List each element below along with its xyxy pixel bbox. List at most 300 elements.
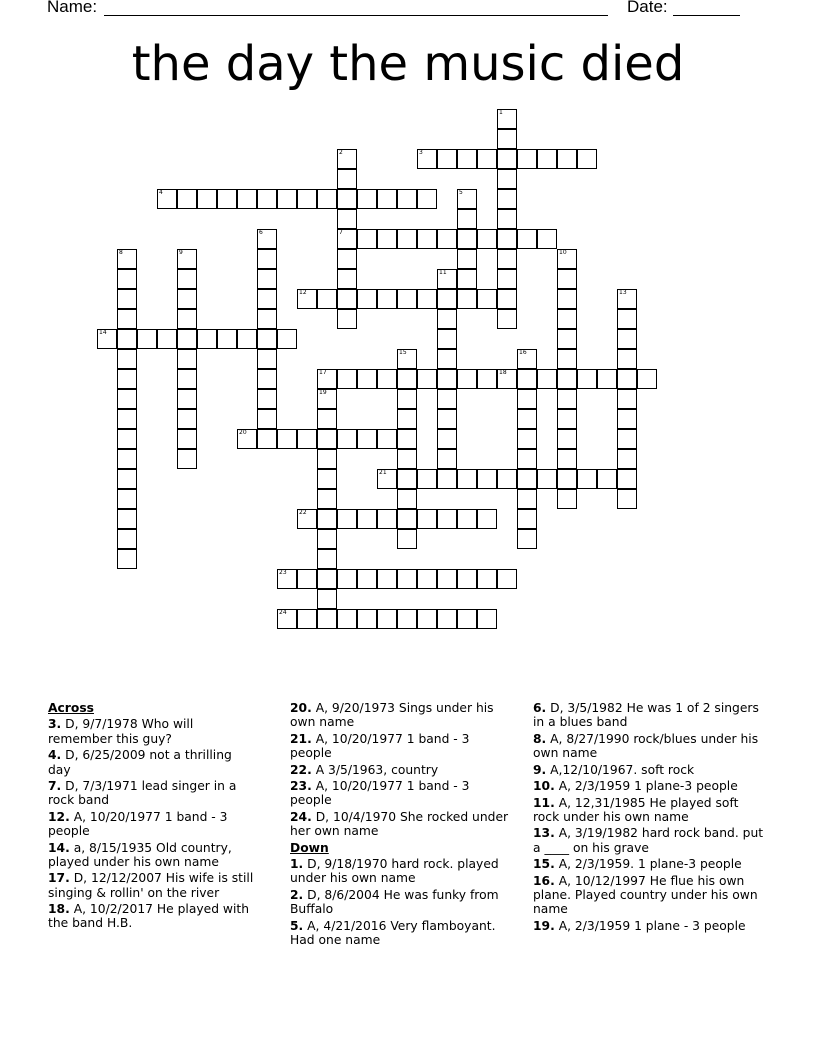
grid-cell[interactable]	[497, 169, 517, 189]
grid-cell[interactable]	[437, 509, 457, 529]
clue-item	[533, 874, 765, 917]
grid-cell[interactable]	[437, 349, 457, 369]
name-label: Name:	[47, 0, 98, 16]
grid-cell[interactable]	[397, 489, 417, 509]
grid-cell[interactable]	[117, 469, 137, 489]
clue-number: 22	[299, 509, 307, 516]
grid-cell[interactable]	[637, 369, 657, 389]
grid-cell[interactable]	[177, 189, 197, 209]
grid-cell[interactable]	[337, 269, 357, 289]
grid-cell[interactable]	[377, 569, 397, 589]
grid-cell[interactable]	[277, 329, 297, 349]
grid-cell[interactable]	[177, 349, 197, 369]
clue-item	[48, 748, 256, 777]
grid-cell[interactable]	[497, 129, 517, 149]
clue-item	[48, 871, 256, 900]
grid-cell[interactable]	[597, 469, 617, 489]
grid-cell[interactable]	[377, 369, 397, 389]
clue-item-number: 4.	[48, 748, 62, 763]
grid-cell[interactable]	[117, 509, 137, 529]
grid-cell[interactable]	[517, 469, 537, 489]
grid-cell[interactable]	[117, 449, 137, 469]
grid-cell[interactable]	[117, 549, 137, 569]
grid-cell[interactable]	[257, 309, 277, 329]
grid-cell[interactable]	[577, 149, 597, 169]
page-title: the day the music died	[131, 36, 685, 92]
clue-item-text: A, 4/21/2016 Very flamboyant. Had one name	[290, 918, 496, 947]
grid-cell[interactable]	[397, 289, 417, 309]
grid-cell[interactable]	[397, 449, 417, 469]
grid-cell[interactable]	[317, 429, 337, 449]
grid-cell[interactable]	[357, 609, 377, 629]
clue-number: 24	[279, 609, 287, 616]
clue-item-number: 1.	[290, 857, 304, 872]
grid-cell[interactable]	[117, 389, 137, 409]
clue-item-text: A, 12,31/1985 He played soft rock under his own name	[533, 795, 739, 824]
down-heading: Down	[290, 840, 329, 855]
grid-cell[interactable]	[617, 429, 637, 449]
grid-cell[interactable]	[517, 489, 537, 509]
grid-cell[interactable]	[557, 389, 577, 409]
grid-cell[interactable]	[437, 389, 457, 409]
grid-cell[interactable]	[497, 109, 517, 129]
clue-item-text: A, 10/2/2017 He played with the band H.B.	[48, 902, 250, 931]
grid-cell[interactable]	[557, 429, 577, 449]
grid-cell[interactable]	[337, 289, 357, 309]
grid-cell[interactable]	[317, 449, 337, 469]
grid-cell[interactable]	[277, 569, 297, 589]
across-heading: Across	[48, 701, 94, 715]
grid-cell[interactable]	[417, 469, 437, 489]
grid-cell[interactable]	[517, 369, 537, 389]
grid-cell[interactable]	[437, 449, 457, 469]
grid-cell[interactable]	[297, 609, 317, 629]
grid-cell[interactable]	[177, 329, 197, 349]
grid-cell[interactable]	[117, 329, 137, 349]
grid-cell[interactable]	[117, 269, 137, 289]
clue-item-number: 16.	[533, 873, 555, 888]
clue-item-number: 23.	[290, 779, 312, 794]
grid-cell[interactable]	[337, 169, 357, 189]
grid-cell[interactable]	[357, 229, 377, 249]
grid-cell[interactable]	[337, 249, 357, 269]
grid-cell[interactable]	[437, 409, 457, 429]
down-clue-list	[290, 857, 515, 947]
grid-cell[interactable]	[377, 229, 397, 249]
clue-number: 2	[339, 149, 343, 156]
clue-number: 3	[419, 149, 423, 156]
clue-number: 5	[459, 189, 463, 196]
grid-cell[interactable]	[397, 469, 417, 489]
grid-cell[interactable]	[477, 609, 497, 629]
clue-item-text: A 3/5/1963, country	[311, 762, 439, 777]
grid-cell[interactable]	[397, 189, 417, 209]
grid-cell[interactable]	[437, 329, 457, 349]
grid-cell[interactable]	[457, 189, 477, 209]
grid-cell[interactable]	[537, 229, 557, 249]
grid-cell[interactable]	[397, 509, 417, 529]
clue-item-text: D, 3/5/1982 He was 1 of 2 singers in a blues band	[533, 701, 759, 730]
grid-cell[interactable]	[557, 289, 577, 309]
grid-cell[interactable]	[357, 189, 377, 209]
grid-cell[interactable]	[257, 429, 277, 449]
grid-cell[interactable]	[397, 229, 417, 249]
clue-item-number: 6.	[533, 701, 547, 715]
clue-number: 23	[279, 569, 287, 576]
clue-number: 13	[619, 289, 627, 296]
grid-cell[interactable]	[617, 449, 637, 469]
grid-cell[interactable]	[257, 289, 277, 309]
grid-cell[interactable]	[457, 509, 477, 529]
grid-cell[interactable]	[137, 329, 157, 349]
grid-cell[interactable]	[117, 529, 137, 549]
grid-cell[interactable]	[497, 569, 517, 589]
grid-cell[interactable]	[437, 569, 457, 589]
grid-cell[interactable]	[497, 229, 517, 249]
grid-cell[interactable]	[297, 289, 317, 309]
grid-cell[interactable]	[237, 189, 257, 209]
grid-cell[interactable]	[617, 489, 637, 509]
grid-cell[interactable]	[417, 609, 437, 629]
clue-item	[48, 841, 256, 870]
grid-cell[interactable]	[397, 389, 417, 409]
grid-cell[interactable]	[477, 369, 497, 389]
clue-item-text: D, 7/3/1971 lead singer in a rock band	[48, 779, 237, 808]
grid-cell[interactable]	[297, 429, 317, 449]
grid-cell[interactable]	[217, 329, 237, 349]
clue-item-text: A, 2/3/1959. 1 plane-3 people	[554, 857, 742, 872]
clue-item-text: A, 8/27/1990 rock/blues under his own name	[533, 731, 759, 761]
grid-cell[interactable]	[317, 409, 337, 429]
grid-cell[interactable]	[377, 469, 397, 489]
grid-cell[interactable]	[557, 149, 577, 169]
grid-cell[interactable]	[117, 409, 137, 429]
grid-cell[interactable]	[297, 509, 317, 529]
grid-cell[interactable]	[337, 609, 357, 629]
grid-cell[interactable]	[497, 309, 517, 329]
grid-cell[interactable]	[557, 449, 577, 469]
clue-item	[48, 902, 256, 931]
grid-cell[interactable]	[237, 329, 257, 349]
grid-cell[interactable]	[557, 269, 577, 289]
grid-cell[interactable]	[317, 469, 337, 489]
grid-cell[interactable]	[197, 189, 217, 209]
grid-cell[interactable]	[457, 249, 477, 269]
grid-cell[interactable]	[97, 329, 117, 349]
clue-item	[48, 779, 256, 808]
grid-cell[interactable]	[117, 369, 137, 389]
grid-cell[interactable]	[277, 429, 297, 449]
clues-column-3	[533, 701, 765, 935]
grid-cell[interactable]	[257, 229, 277, 249]
grid-cell[interactable]	[537, 369, 557, 389]
grid-cell[interactable]	[417, 149, 437, 169]
grid-cell[interactable]	[517, 409, 537, 429]
clue-item-number: 24.	[290, 809, 312, 824]
grid-cell[interactable]	[557, 489, 577, 509]
grid-cell[interactable]	[117, 429, 137, 449]
grid-cell[interactable]	[357, 289, 377, 309]
grid-cell[interactable]	[397, 609, 417, 629]
grid-cell[interactable]	[417, 289, 437, 309]
grid-cell[interactable]	[317, 609, 337, 629]
clue-item-text: A, 10/20/1977 1 band - 3 people	[290, 779, 470, 808]
clue-number: 21	[379, 469, 387, 476]
grid-cell[interactable]	[317, 509, 337, 529]
grid-cell[interactable]	[537, 149, 557, 169]
grid-cell[interactable]	[197, 329, 217, 349]
grid-cell[interactable]	[397, 349, 417, 369]
grid-cell[interactable]	[617, 369, 637, 389]
grid-cell[interactable]	[517, 509, 537, 529]
grid-cell[interactable]	[317, 589, 337, 609]
across-clue-list	[48, 717, 256, 930]
grid-cell[interactable]	[497, 149, 517, 169]
grid-cell[interactable]	[317, 489, 337, 509]
grid-cell[interactable]	[117, 309, 137, 329]
grid-cell[interactable]	[157, 329, 177, 349]
grid-cell[interactable]	[337, 429, 357, 449]
clue-item	[533, 796, 765, 825]
grid-cell[interactable]	[177, 309, 197, 329]
grid-cell[interactable]	[377, 509, 397, 529]
grid-cell[interactable]	[477, 469, 497, 489]
grid-cell[interactable]	[457, 269, 477, 289]
clue-number: 6	[259, 229, 263, 236]
grid-cell[interactable]	[317, 569, 337, 589]
grid-cell[interactable]	[417, 189, 437, 209]
grid-cell[interactable]	[317, 549, 337, 569]
clue-item-number: 8.	[533, 731, 547, 746]
grid-cell[interactable]	[277, 609, 297, 629]
grid-cell[interactable]	[617, 389, 637, 409]
grid-cell[interactable]	[357, 429, 377, 449]
clue-item	[533, 857, 765, 871]
clue-item-text: D, 6/25/2009 not a thrilling day	[48, 748, 232, 777]
grid-cell[interactable]	[317, 369, 337, 389]
grid-cell[interactable]	[477, 289, 497, 309]
grid-cell[interactable]	[317, 389, 337, 409]
grid-cell[interactable]	[357, 369, 377, 389]
grid-cell[interactable]	[277, 189, 297, 209]
grid-cell[interactable]	[437, 149, 457, 169]
grid-cell[interactable]	[557, 309, 577, 329]
grid-cell[interactable]	[397, 369, 417, 389]
grid-cell[interactable]	[177, 289, 197, 309]
grid-cell[interactable]	[337, 189, 357, 209]
grid-cell[interactable]	[477, 509, 497, 529]
grid-cell[interactable]	[317, 289, 337, 309]
grid-cell[interactable]	[117, 289, 137, 309]
clue-number: 9	[179, 249, 183, 256]
clues-column-2	[290, 701, 515, 949]
grid-cell[interactable]	[497, 189, 517, 209]
grid-cell[interactable]	[517, 149, 537, 169]
grid-cell[interactable]	[437, 269, 457, 289]
clue-item-number: 12.	[48, 809, 70, 824]
grid-cell[interactable]	[337, 209, 357, 229]
clue-item	[533, 732, 765, 761]
grid-cell[interactable]	[437, 289, 457, 309]
grid-cell[interactable]	[237, 429, 257, 449]
clue-item-number: 17.	[48, 871, 70, 886]
grid-cell[interactable]	[497, 369, 517, 389]
grid-cell[interactable]	[337, 149, 357, 169]
grid-cell[interactable]	[437, 609, 457, 629]
grid-cell[interactable]	[257, 409, 277, 429]
grid-cell[interactable]	[437, 369, 457, 389]
grid-cell[interactable]	[437, 309, 457, 329]
grid-cell[interactable]	[557, 369, 577, 389]
grid-cell[interactable]	[417, 569, 437, 589]
grid-cell[interactable]	[177, 389, 197, 409]
clue-item-text: D, 9/18/1970 hard rock. played under his own name	[290, 857, 499, 886]
clues-column-1	[48, 701, 256, 933]
grid-cell[interactable]	[177, 269, 197, 289]
grid-cell[interactable]	[257, 269, 277, 289]
clue-item-number: 18.	[48, 902, 70, 917]
clue-item-text: A, 3/19/1982 hard rock band. put a ____ on his grave	[533, 826, 764, 855]
grid-cell[interactable]	[537, 469, 557, 489]
clue-item-text: D, 10/4/1970 She rocked under her own name	[290, 809, 509, 839]
grid-cell[interactable]	[117, 249, 137, 269]
grid-cell[interactable]	[297, 569, 317, 589]
grid-cell[interactable]	[337, 369, 357, 389]
clue-item	[533, 919, 765, 933]
grid-cell[interactable]	[557, 329, 577, 349]
grid-cell[interactable]	[497, 209, 517, 229]
clue-item-text: D, 9/7/1978 Who will remember this guy?	[48, 717, 194, 746]
grid-cell[interactable]	[337, 309, 357, 329]
down-clue-list-continued	[533, 701, 765, 933]
grid-cell[interactable]	[337, 229, 357, 249]
clue-item-number: 10.	[533, 779, 555, 794]
clue-number: 14	[99, 329, 107, 336]
across-clue-list-continued	[290, 701, 515, 838]
clue-item	[533, 826, 765, 855]
clue-item-number: 5.	[290, 918, 304, 933]
grid-cell[interactable]	[497, 269, 517, 289]
grid-cell[interactable]	[257, 349, 277, 369]
clue-item-number: 22.	[290, 762, 312, 777]
grid-cell[interactable]	[177, 249, 197, 269]
clue-item	[290, 888, 515, 917]
grid-cell[interactable]	[497, 249, 517, 269]
clue-number: 20	[239, 429, 247, 436]
grid-cell[interactable]	[177, 409, 197, 429]
grid-cell[interactable]	[397, 569, 417, 589]
grid-cell[interactable]	[377, 289, 397, 309]
grid-cell[interactable]	[617, 349, 637, 369]
grid-cell[interactable]	[517, 349, 537, 369]
clue-number: 15	[399, 349, 407, 356]
grid-cell[interactable]	[437, 229, 457, 249]
grid-cell[interactable]	[477, 229, 497, 249]
grid-cell[interactable]	[377, 189, 397, 209]
grid-cell[interactable]	[177, 369, 197, 389]
grid-cell[interactable]	[457, 229, 477, 249]
grid-cell[interactable]	[477, 569, 497, 589]
grid-cell[interactable]	[257, 329, 277, 349]
grid-cell[interactable]	[317, 529, 337, 549]
grid-cell[interactable]	[557, 349, 577, 369]
grid-cell[interactable]	[457, 149, 477, 169]
grid-cell[interactable]	[157, 189, 177, 209]
grid-cell[interactable]	[557, 409, 577, 429]
grid-cell[interactable]	[257, 389, 277, 409]
grid-cell[interactable]	[477, 149, 497, 169]
grid-cell[interactable]	[497, 289, 517, 309]
grid-cell[interactable]	[117, 349, 137, 369]
grid-cell[interactable]	[337, 569, 357, 589]
grid-cell[interactable]	[617, 289, 637, 309]
clue-item	[290, 763, 515, 777]
grid-cell[interactable]	[397, 529, 417, 549]
grid-cell[interactable]	[557, 469, 577, 489]
grid-cell[interactable]	[257, 369, 277, 389]
grid-cell[interactable]	[617, 309, 637, 329]
grid-cell[interactable]	[317, 189, 337, 209]
grid-cell[interactable]	[257, 189, 277, 209]
clue-item-number: 3.	[48, 717, 62, 732]
grid-cell[interactable]	[457, 209, 477, 229]
grid-cell[interactable]	[417, 369, 437, 389]
grid-cell[interactable]	[417, 229, 437, 249]
grid-cell[interactable]	[217, 189, 237, 209]
grid-cell[interactable]	[517, 529, 537, 549]
grid-cell[interactable]	[357, 509, 377, 529]
grid-cell[interactable]	[597, 369, 617, 389]
grid-cell[interactable]	[177, 429, 197, 449]
grid-cell[interactable]	[437, 469, 457, 489]
grid-cell[interactable]	[617, 329, 637, 349]
grid-cell[interactable]	[457, 609, 477, 629]
grid-cell[interactable]	[297, 189, 317, 209]
grid-cell[interactable]	[617, 469, 637, 489]
grid-cell[interactable]	[617, 409, 637, 429]
clue-item-text: A, 2/3/1959 1 plane - 3 people	[554, 918, 746, 933]
grid-cell[interactable]	[337, 509, 357, 529]
clue-item	[533, 763, 765, 777]
grid-cell[interactable]	[177, 449, 197, 469]
grid-cell[interactable]	[397, 429, 417, 449]
grid-cell[interactable]	[497, 469, 517, 489]
clue-item	[290, 732, 515, 761]
grid-cell[interactable]	[517, 229, 537, 249]
clue-item-number: 15.	[533, 857, 555, 872]
grid-cell[interactable]	[437, 429, 457, 449]
clue-number: 4	[159, 189, 163, 196]
clue-number: 10	[559, 249, 567, 256]
grid-cell[interactable]	[577, 369, 597, 389]
grid-cell[interactable]	[377, 609, 397, 629]
grid-cell[interactable]	[577, 469, 597, 489]
grid-cell[interactable]	[517, 429, 537, 449]
grid-cell[interactable]	[517, 449, 537, 469]
grid-cell[interactable]	[557, 249, 577, 269]
grid-cell[interactable]	[457, 569, 477, 589]
grid-cell[interactable]	[457, 289, 477, 309]
grid-cell[interactable]	[457, 369, 477, 389]
grid-cell[interactable]	[357, 569, 377, 589]
grid-cell[interactable]	[117, 489, 137, 509]
grid-cell[interactable]	[257, 249, 277, 269]
grid-cell[interactable]	[417, 509, 437, 529]
grid-cell[interactable]	[457, 469, 477, 489]
grid-cell[interactable]	[397, 409, 417, 429]
grid-cell[interactable]	[377, 429, 397, 449]
grid-cell[interactable]	[517, 389, 537, 409]
